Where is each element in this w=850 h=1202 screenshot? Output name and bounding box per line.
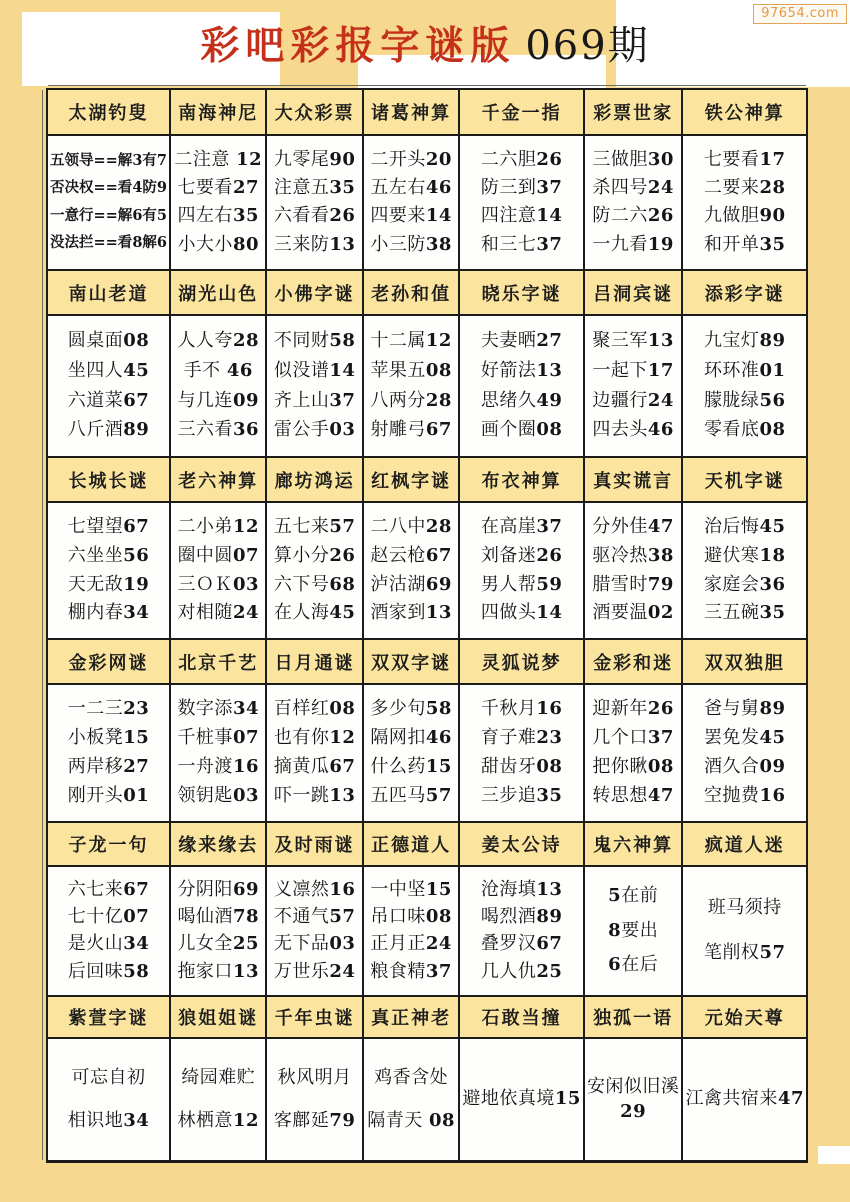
puzzle-line: 三六看36 bbox=[177, 419, 259, 441]
puzzle-cell bbox=[683, 867, 806, 995]
puzzle-line: 三五碗35 bbox=[703, 602, 786, 624]
puzzle-line: 腊雪时79 bbox=[592, 573, 674, 595]
puzzle-line: 聚三军13 bbox=[592, 330, 674, 352]
puzzle-line: 苹果五08 bbox=[370, 359, 452, 381]
puzzle-line: 6在后 bbox=[608, 953, 659, 975]
puzzle-line: 小三防38 bbox=[370, 233, 452, 255]
puzzle-header: 正德道人 bbox=[364, 823, 458, 865]
puzzle-line: 六坐坐56 bbox=[67, 544, 150, 566]
puzzle-line: 正月正24 bbox=[370, 933, 452, 955]
puzzle-line: 5在前 bbox=[608, 885, 659, 907]
puzzle-line: 罢免发45 bbox=[703, 727, 786, 749]
puzzle-line: 环环准01 bbox=[703, 359, 786, 381]
puzzle-line: 是火山34 bbox=[67, 933, 150, 955]
puzzle-line: 在人海45 bbox=[273, 602, 356, 624]
puzzle-cell bbox=[364, 1039, 458, 1160]
puzzle-cell bbox=[585, 1039, 682, 1160]
puzzle-line: 摘黄瓜67 bbox=[273, 756, 356, 778]
puzzle-cell bbox=[585, 316, 682, 456]
puzzle-line: 坐四人45 bbox=[67, 359, 150, 381]
puzzle-line: 义凛然16 bbox=[273, 878, 356, 900]
puzzle-line: 后回味58 bbox=[67, 960, 150, 982]
puzzle-line: 迎新年26 bbox=[592, 698, 674, 720]
puzzle-header: 老孙和值 bbox=[364, 271, 458, 314]
puzzle-line: 不同财58 bbox=[273, 330, 356, 352]
puzzle-line: 喝仙酒78 bbox=[177, 905, 259, 927]
puzzle-line: 八斤酒89 bbox=[67, 419, 150, 441]
puzzle-line: 吊口味08 bbox=[370, 905, 452, 927]
puzzle-line: 六道菜67 bbox=[67, 389, 150, 411]
puzzle-line: 十二属12 bbox=[370, 330, 452, 352]
puzzle-line: 小大小80 bbox=[177, 233, 259, 255]
puzzle-line: 喝烈酒89 bbox=[480, 905, 563, 927]
puzzle-header: 布衣神算 bbox=[460, 458, 583, 501]
puzzle-line: 拖家口13 bbox=[177, 960, 259, 982]
puzzle-cell bbox=[364, 136, 458, 269]
puzzle-line: 齐上山37 bbox=[273, 389, 356, 411]
puzzle-line: 防三到37 bbox=[480, 176, 563, 198]
puzzle-line: 一九看19 bbox=[592, 233, 674, 255]
puzzle-cell bbox=[683, 1039, 806, 1160]
puzzle-cell bbox=[364, 867, 458, 995]
puzzle-cell bbox=[460, 1039, 583, 1160]
puzzle-line: 驱冷热38 bbox=[592, 544, 674, 566]
puzzle-header: 独孤一语 bbox=[585, 997, 682, 1037]
puzzle-line: 避伏寒18 bbox=[703, 544, 786, 566]
puzzle-line: 七要看27 bbox=[177, 176, 259, 198]
puzzle-cell bbox=[460, 685, 583, 821]
puzzle-cell bbox=[267, 136, 361, 269]
puzzle-cell bbox=[267, 503, 361, 638]
puzzle-line: 绮园难贮 bbox=[181, 1066, 256, 1088]
puzzle-line: 九零尾90 bbox=[273, 148, 356, 170]
puzzle-line: 粮食精37 bbox=[370, 960, 452, 982]
puzzle-line: 射雕弓67 bbox=[370, 419, 452, 441]
puzzle-line: 数字添34 bbox=[177, 698, 259, 720]
puzzle-line: 万世乐24 bbox=[273, 960, 356, 982]
puzzle-line: 避地依真境15 bbox=[462, 1088, 581, 1110]
puzzle-line: 什么药15 bbox=[370, 756, 452, 778]
puzzle-header: 晓乐字谜 bbox=[460, 271, 583, 314]
puzzle-header: 湖光山色 bbox=[171, 271, 265, 314]
puzzle-line: 林栖意12 bbox=[177, 1109, 259, 1131]
puzzle-line: 相识地34 bbox=[67, 1109, 150, 1131]
puzzle-table bbox=[46, 88, 808, 1163]
puzzle-line: 多少句58 bbox=[370, 698, 452, 720]
puzzle-line: 安闲似旧溪 bbox=[586, 1075, 680, 1097]
puzzle-cell bbox=[171, 136, 265, 269]
puzzle-cell bbox=[585, 503, 682, 638]
puzzle-line: 与几连09 bbox=[177, 389, 259, 411]
puzzle-line: 酒久合09 bbox=[703, 756, 786, 778]
puzzle-line: 泸沽湖69 bbox=[370, 573, 452, 595]
puzzle-header: 缘来缘去 bbox=[171, 823, 265, 865]
puzzle-line: 爸与舅89 bbox=[703, 698, 786, 720]
puzzle-line: 叠罗汉67 bbox=[480, 933, 563, 955]
puzzle-line: 刘备迷26 bbox=[480, 544, 563, 566]
puzzle-header: 北京千艺 bbox=[171, 640, 265, 683]
puzzle-header: 千年虫谜 bbox=[267, 997, 361, 1037]
puzzle-line: 九做胆90 bbox=[703, 205, 786, 227]
puzzle-line: 好箭法13 bbox=[480, 359, 563, 381]
puzzle-header: 天机字谜 bbox=[683, 458, 806, 501]
puzzle-line: 沧海填13 bbox=[480, 878, 563, 900]
puzzle-header: 彩票世家 bbox=[585, 90, 682, 134]
puzzle-cell bbox=[48, 1039, 169, 1160]
puzzle-cell bbox=[267, 867, 361, 995]
puzzle-line: 儿女全25 bbox=[177, 933, 259, 955]
puzzle-header: 金彩网谜 bbox=[48, 640, 169, 683]
puzzle-cell bbox=[683, 685, 806, 821]
puzzle-line: 百样红08 bbox=[273, 698, 356, 720]
puzzle-line: 四做头14 bbox=[480, 602, 563, 624]
puzzle-line: 手不 46 bbox=[183, 359, 253, 381]
puzzle-line: 否决权==看4防9 bbox=[50, 179, 167, 197]
puzzle-line: 千桩事07 bbox=[177, 727, 259, 749]
puzzle-header: 双双独胆 bbox=[683, 640, 806, 683]
puzzle-cell bbox=[683, 136, 806, 269]
puzzle-line: 吓一跳13 bbox=[273, 785, 356, 807]
puzzle-header: 小佛字谜 bbox=[267, 271, 361, 314]
puzzle-line: 对相随24 bbox=[177, 602, 259, 624]
puzzle-line: 三来防13 bbox=[273, 233, 356, 255]
puzzle-cell bbox=[267, 1039, 361, 1160]
puzzle-line: 千秋月16 bbox=[480, 698, 563, 720]
puzzle-line: 四去头46 bbox=[592, 419, 674, 441]
puzzle-line: 家庭会36 bbox=[703, 573, 786, 595]
page-title bbox=[0, 14, 850, 71]
puzzle-line: 一二三23 bbox=[67, 698, 150, 720]
puzzle-line: 刚开头01 bbox=[67, 785, 150, 807]
puzzle-cell bbox=[460, 136, 583, 269]
puzzle-cell bbox=[171, 867, 265, 995]
puzzle-line: 二八中28 bbox=[370, 516, 452, 538]
puzzle-cell bbox=[48, 136, 169, 269]
puzzle-line: 领钥匙03 bbox=[177, 785, 259, 807]
puzzle-line: 分外佳47 bbox=[592, 516, 674, 538]
puzzle-line: 酒家到13 bbox=[370, 602, 452, 624]
puzzle-line: 几人仇25 bbox=[480, 960, 563, 982]
puzzle-header: 添彩字谜 bbox=[683, 271, 806, 314]
puzzle-line: 似没谱14 bbox=[273, 359, 356, 381]
puzzle-cell bbox=[171, 503, 265, 638]
puzzle-header: 廊坊鸿运 bbox=[267, 458, 361, 501]
puzzle-header: 南海神尼 bbox=[171, 90, 265, 134]
puzzle-cell bbox=[585, 867, 682, 995]
puzzle-cell bbox=[364, 685, 458, 821]
puzzle-line: 四左右35 bbox=[177, 205, 259, 227]
puzzle-line: 夫妻晒27 bbox=[480, 330, 563, 352]
puzzle-line: 客鄜延79 bbox=[273, 1109, 356, 1131]
puzzle-line: 秋风明月 bbox=[277, 1066, 352, 1088]
puzzle-cell bbox=[460, 503, 583, 638]
puzzle-line: 可忘自初 bbox=[71, 1066, 146, 1088]
puzzle-line: 七要看17 bbox=[703, 148, 786, 170]
puzzle-cell bbox=[364, 316, 458, 456]
puzzle-line: 笔削权57 bbox=[703, 942, 786, 964]
puzzle-line: 圆桌面08 bbox=[67, 330, 150, 352]
puzzle-header: 长城长谜 bbox=[48, 458, 169, 501]
puzzle-cell bbox=[460, 867, 583, 995]
puzzle-line: 六看看26 bbox=[273, 205, 356, 227]
puzzle-header: 千金一指 bbox=[460, 90, 583, 134]
puzzle-header: 日月通谜 bbox=[267, 640, 361, 683]
puzzle-line: 育子难23 bbox=[480, 727, 563, 749]
puzzle-line: 隔青天 08 bbox=[367, 1109, 456, 1131]
site-watermark-link[interactable]: 97654.com bbox=[753, 4, 847, 24]
puzzle-cell bbox=[585, 136, 682, 269]
puzzle-cell bbox=[48, 503, 169, 638]
puzzle-line: 六七来67 bbox=[67, 878, 150, 900]
puzzle-line: 甜齿牙08 bbox=[480, 756, 563, 778]
puzzle-line: 五七来57 bbox=[273, 516, 356, 538]
puzzle-line: 二注意 12 bbox=[174, 148, 263, 170]
puzzle-line: 雷公手03 bbox=[273, 419, 356, 441]
puzzle-cell bbox=[267, 685, 361, 821]
puzzle-header: 红枫字谜 bbox=[364, 458, 458, 501]
puzzle-line: 没法拦==看8解6 bbox=[50, 234, 167, 252]
puzzle-line: 几个口37 bbox=[592, 727, 674, 749]
puzzle-line: 隔网扣46 bbox=[370, 727, 452, 749]
puzzle-header: 灵狐说梦 bbox=[460, 640, 583, 683]
puzzle-line: 三步追35 bbox=[480, 785, 563, 807]
puzzle-line: 四要来14 bbox=[370, 205, 452, 227]
puzzle-line: 杀四号24 bbox=[592, 176, 674, 198]
puzzle-line: 无下品03 bbox=[273, 933, 356, 955]
puzzle-line: 和开单35 bbox=[703, 233, 786, 255]
puzzle-line: 两岸移27 bbox=[67, 756, 150, 778]
puzzle-grid bbox=[48, 90, 806, 1160]
puzzle-cell bbox=[171, 316, 265, 456]
puzzle-line: 六下号68 bbox=[273, 573, 356, 595]
puzzle-line: 一起下17 bbox=[592, 359, 674, 381]
puzzle-line: 空抛费16 bbox=[703, 785, 786, 807]
puzzle-line: 不通气57 bbox=[273, 905, 356, 927]
puzzle-header: 老六神算 bbox=[171, 458, 265, 501]
puzzle-line: 酒要温02 bbox=[592, 602, 674, 624]
puzzle-line: 注意五35 bbox=[273, 176, 356, 198]
puzzle-header: 真实谎言 bbox=[585, 458, 682, 501]
puzzle-cell bbox=[171, 1039, 265, 1160]
puzzle-line: 二开头20 bbox=[370, 148, 452, 170]
puzzle-header: 疯道人迷 bbox=[683, 823, 806, 865]
puzzle-line: 治后悔45 bbox=[703, 516, 786, 538]
puzzle-cell bbox=[267, 316, 361, 456]
puzzle-line: 三ＯＫ03 bbox=[177, 573, 259, 595]
puzzle-line: 赵云枪67 bbox=[370, 544, 452, 566]
puzzle-line: 男人帮59 bbox=[480, 573, 563, 595]
puzzle-line: 七十亿07 bbox=[67, 905, 150, 927]
puzzle-line: 一中坚15 bbox=[370, 878, 452, 900]
puzzle-line: 转思想47 bbox=[592, 785, 674, 807]
puzzle-header: 紫萱字谜 bbox=[48, 997, 169, 1037]
puzzle-line: 二小弟12 bbox=[177, 516, 259, 538]
puzzle-cell bbox=[683, 503, 806, 638]
puzzle-line: 把你瞅08 bbox=[592, 756, 674, 778]
puzzle-line: 八两分28 bbox=[370, 389, 452, 411]
puzzle-cell bbox=[460, 316, 583, 456]
puzzle-cell bbox=[364, 503, 458, 638]
puzzle-line: 五左右46 bbox=[370, 176, 452, 198]
puzzle-line: 一意行==解6有5 bbox=[50, 206, 167, 224]
puzzle-line: 七望望67 bbox=[67, 516, 150, 538]
puzzle-header: 南山老道 bbox=[48, 271, 169, 314]
puzzle-line: 和三七37 bbox=[480, 233, 563, 255]
puzzle-line: 四注意14 bbox=[480, 205, 563, 227]
puzzle-line: 防二六26 bbox=[592, 205, 674, 227]
puzzle-header: 元始天尊 bbox=[683, 997, 806, 1037]
page-title-name: 彩吧彩报字谜版 bbox=[200, 24, 516, 69]
puzzle-header: 诸葛神算 bbox=[364, 90, 458, 134]
puzzle-line: 五匹马57 bbox=[370, 785, 452, 807]
puzzle-header: 真正神老 bbox=[364, 997, 458, 1037]
puzzle-header: 大众彩票 bbox=[267, 90, 361, 134]
puzzle-header: 子龙一句 bbox=[48, 823, 169, 865]
puzzle-line: 五领导==解3有7 bbox=[50, 151, 167, 169]
puzzle-line: 一舟渡16 bbox=[177, 756, 259, 778]
puzzle-line: 朦胧绿56 bbox=[703, 389, 786, 411]
puzzle-line: 棚内春34 bbox=[67, 602, 150, 624]
puzzle-header: 鬼六神算 bbox=[585, 823, 682, 865]
puzzle-header: 及时雨谜 bbox=[267, 823, 361, 865]
puzzle-cell bbox=[48, 867, 169, 995]
puzzle-line: 边疆行24 bbox=[592, 389, 674, 411]
puzzle-line: 分阴阳69 bbox=[177, 878, 259, 900]
puzzle-header: 金彩和迷 bbox=[585, 640, 682, 683]
puzzle-line: 思绪久49 bbox=[480, 389, 563, 411]
puzzle-line: 班马须持 bbox=[707, 896, 782, 918]
puzzle-line: 二要来28 bbox=[703, 176, 786, 198]
puzzle-cell bbox=[48, 685, 169, 821]
puzzle-line: 8要出 bbox=[608, 919, 659, 941]
puzzle-line: 三做胆30 bbox=[592, 148, 674, 170]
puzzle-line: 29 bbox=[620, 1100, 647, 1122]
puzzle-line: 小板凳15 bbox=[67, 727, 150, 749]
puzzle-header: 狼姐姐谜 bbox=[171, 997, 265, 1037]
puzzle-header: 石敢当撞 bbox=[460, 997, 583, 1037]
puzzle-line: 人人夸28 bbox=[177, 330, 259, 352]
blank-region-bottom-right bbox=[818, 1146, 850, 1164]
puzzle-line: 画个圈08 bbox=[480, 419, 563, 441]
puzzle-line: 零看底08 bbox=[703, 419, 786, 441]
puzzle-header: 铁公神算 bbox=[683, 90, 806, 134]
puzzle-line: 算小分26 bbox=[273, 544, 356, 566]
puzzle-cell bbox=[48, 316, 169, 456]
puzzle-line: 在高崖37 bbox=[480, 516, 563, 538]
puzzle-line: 圈中圆07 bbox=[177, 544, 259, 566]
puzzle-line: 天无敌19 bbox=[67, 573, 150, 595]
puzzle-line: 二六胆26 bbox=[480, 148, 563, 170]
puzzle-cell bbox=[585, 685, 682, 821]
puzzle-header: 太湖钓叟 bbox=[48, 90, 169, 134]
puzzle-line: 鸡香含处 bbox=[374, 1066, 449, 1088]
page-title-issue: 069期 bbox=[525, 23, 650, 69]
puzzle-cell bbox=[683, 316, 806, 456]
puzzle-header: 姜太公诗 bbox=[460, 823, 583, 865]
puzzle-line: 也有你12 bbox=[273, 727, 356, 749]
puzzle-line: 江禽共宿来47 bbox=[685, 1088, 804, 1110]
puzzle-line: 九宝灯89 bbox=[703, 330, 786, 352]
puzzle-header: 吕洞宾谜 bbox=[585, 271, 682, 314]
puzzle-header: 双双字谜 bbox=[364, 640, 458, 683]
puzzle-cell bbox=[171, 685, 265, 821]
